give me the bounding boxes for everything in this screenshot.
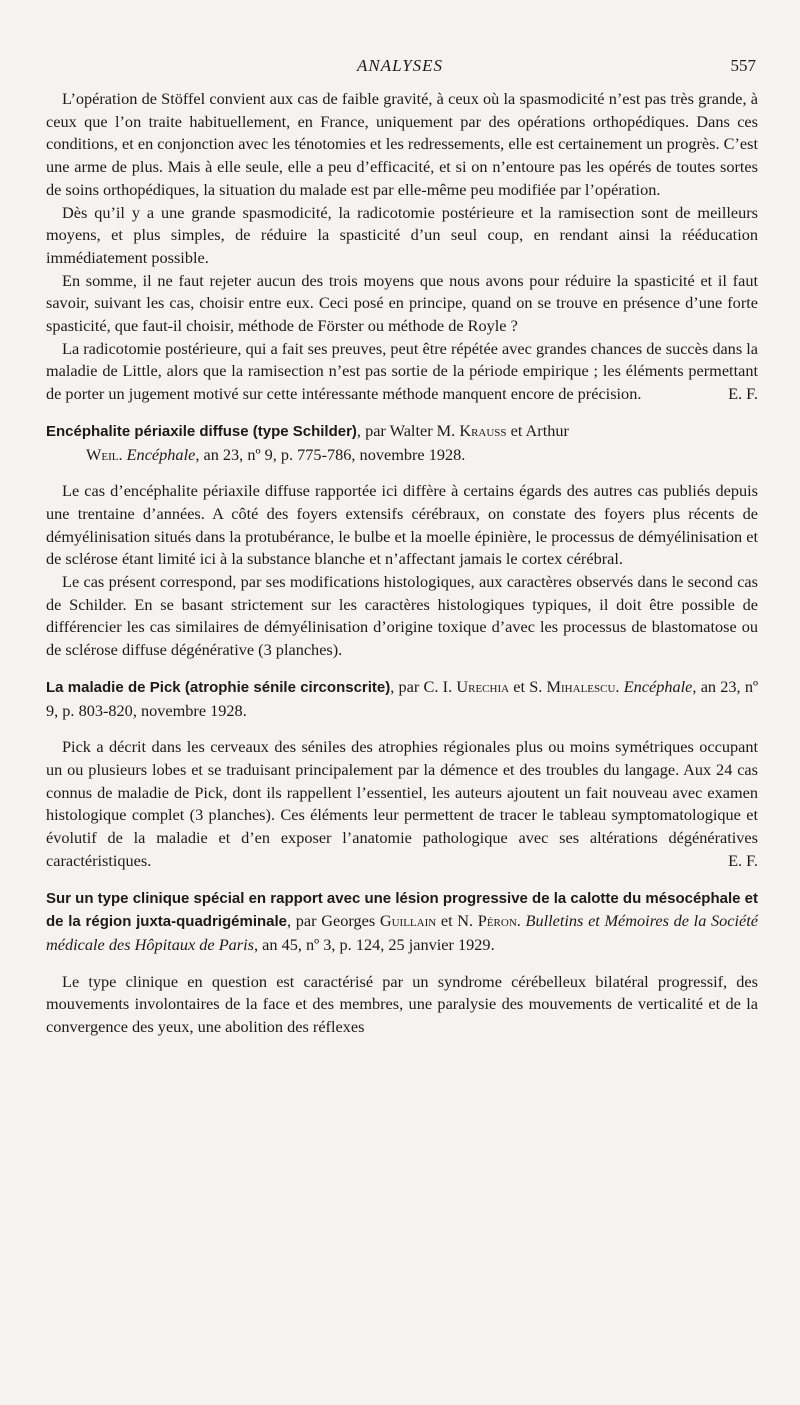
entry-title: Sur un type clinique spécial en rapport avec une lésion progressive de la calotte du mésocéphale et de la région juxta-quadrigéminale [46, 889, 758, 931]
entry-paragraph-text: Pick a décrit dans les cerveaux des séniles des atrophies régionales plus ou moins symétriques occupant un ou plusieurs lobes et se traduisant principalement par la démence et des troubles du langage. Aux 24 cas connus de maladie de Pick, dont ils rappellent l’essentiel, les auteurs ajoutent un fait nouveau avec examen histologique complet (3 planches). Ces éléments leur permettent de tracer le tableau symptomatologique et évolutif de la maladie et d’en exposer l’anatomie pathologique avec ses altérations dégénératives caractéristiques. [46, 737, 758, 870]
page-content [46, 88, 758, 1039]
intro-signature: E. F. [728, 384, 758, 404]
entry-details: , an 23, nº 9, p. 803-820, novembre 1928. [46, 676, 759, 720]
intro-paragraph: Dès qu’il y a une grande spasmodicité, la radicotomie postérieure et la ramisection sont de meilleurs moyens, et plus simples, de réduire la spasticité d’un seul coup, en rendant ainsi la rééducation immédiatement possible. [46, 202, 758, 267]
entry-author: Urechia [456, 676, 510, 696]
entry-and: et N. [436, 911, 478, 931]
review-entry-pick [46, 676, 758, 873]
entry-paragraph: Le type clinique en question est caractérisé par un syndrome cérébelleux bilatéral progressif, des mouvements involontaires de la face et des membres, une paralysie des mouvements de verticalité et de la convergence des yeux, une abolition des réflexes [46, 971, 758, 1037]
intro-paragraph-text: La radicotomie postérieure, qui a fait ses preuves, peut être répétée avec grandes chances de succès dans la maladie de Little, alors que la ramisection n’est pas sortie de la période empirique ; les éléments permettant de porter un jugement motivé sur cette intéressante méthode manquent encore de précision. [46, 338, 758, 404]
intro-section [46, 88, 758, 406]
entry-author: Péron [477, 911, 517, 931]
entry-sep: . [516, 911, 526, 931]
entry-by: , par Walter M. [356, 420, 460, 440]
review-entry-schilder [46, 420, 758, 662]
entry-author: Guillain [379, 911, 437, 931]
entry-by: , par C. I. [390, 676, 457, 696]
entry-body [46, 736, 758, 872]
entry-journal: Bulletins et Mémoires de la Société médicale des Hôpitaux de Paris [46, 911, 759, 954]
entry-details: , an 23, nº 9, p. 775-786, novembre 1928. [195, 444, 466, 464]
running-title: ANALYSES [356, 56, 444, 75]
entry-author: Weil [86, 444, 119, 464]
entry-heading-continuation [46, 444, 758, 467]
entry-sep: . [118, 444, 127, 464]
intro-paragraph: L’opération de Stöffel convient aux cas de faible gravité, à ceux où la spasmodicité n’est pas très grande, à ceux que l’on traite habituellement, en France, uniquement par des opérations orthopédiques. Dans ces conditions, et en conjonction avec les ténotomies et les redressements, elle est certainement un progrès. C’est une arme de plus. Mais à elle seule, elle a peu d’efficacité, et si on n’entoure pas les opérés de toutes sortes de soins orthopédiques, la situation du malade est par elle-même peu modifiée par l’opération. [46, 89, 758, 199]
entry-paragraph: Le cas d’encéphalite périaxile diffuse rapportée ici diffère à certains égards des autres cas publiés depuis une trentaine d’années. A côté des foyers extensifs cérébraux, on constate des foyers plus récents de démyélinisation situés dans la protubérance, le bulbe et la moelle épinière, le processus de démyélinisation et de sclérose étant limité ici à la substance blanche et n’affectant jamais le cortex cérébral. [46, 481, 758, 569]
entry-paragraph: Le cas présent correspond, par ses modifications histologiques, aux caractères observés dans le second cas de Schilder. En se basant strictement sur les caractères histologiques typiques, il doit être possible de différencier les cas similaires de démyélinisation d’origine toxique d’avec les processus de blastomatose ou de sclérose diffuse dégénérative (3 planches). [46, 572, 758, 660]
entry-journal: Encéphale [126, 444, 196, 464]
entry-author: Krauss [459, 420, 507, 440]
entry-sep: . [615, 676, 624, 696]
entry-body [46, 480, 758, 662]
page-number: 557 [730, 56, 756, 75]
entry-body [46, 971, 758, 1039]
entry-details: , an 45, nº 3, p. 124, 25 janvier 1929. [254, 934, 495, 954]
entry-heading [46, 676, 758, 722]
entry-paragraph-last [46, 736, 758, 872]
entry-title: Encéphalite périaxile diffuse (type Schilder) [46, 422, 357, 440]
entry-by: , par Georges [287, 911, 380, 931]
intro-paragraph-last [46, 338, 758, 406]
running-head [0, 56, 800, 80]
entry-author: Mihalescu [546, 676, 616, 696]
entry-and: et Arthur [506, 420, 569, 440]
intro-paragraph: En somme, il ne faut rejeter aucun des trois moyens que nous avons pour réduire la spasticité et il faut savoir, suivant les cas, choisir entre eux. Ceci posé en principe, quand on se trouve en présence d’une forte spasticité, que faut-il choisir, méthode de Förster ou méthode de Royle ? [46, 270, 758, 336]
entry-heading [46, 420, 758, 466]
entry-journal: Encéphale [623, 676, 693, 696]
entry-and: et S. [509, 676, 547, 696]
entry-heading [46, 887, 758, 957]
review-entry-guillain [46, 887, 758, 1039]
entry-signature: E. F. [728, 850, 758, 870]
entry-title: La maladie de Pick (atrophie sénile circonscrite) [46, 678, 391, 696]
